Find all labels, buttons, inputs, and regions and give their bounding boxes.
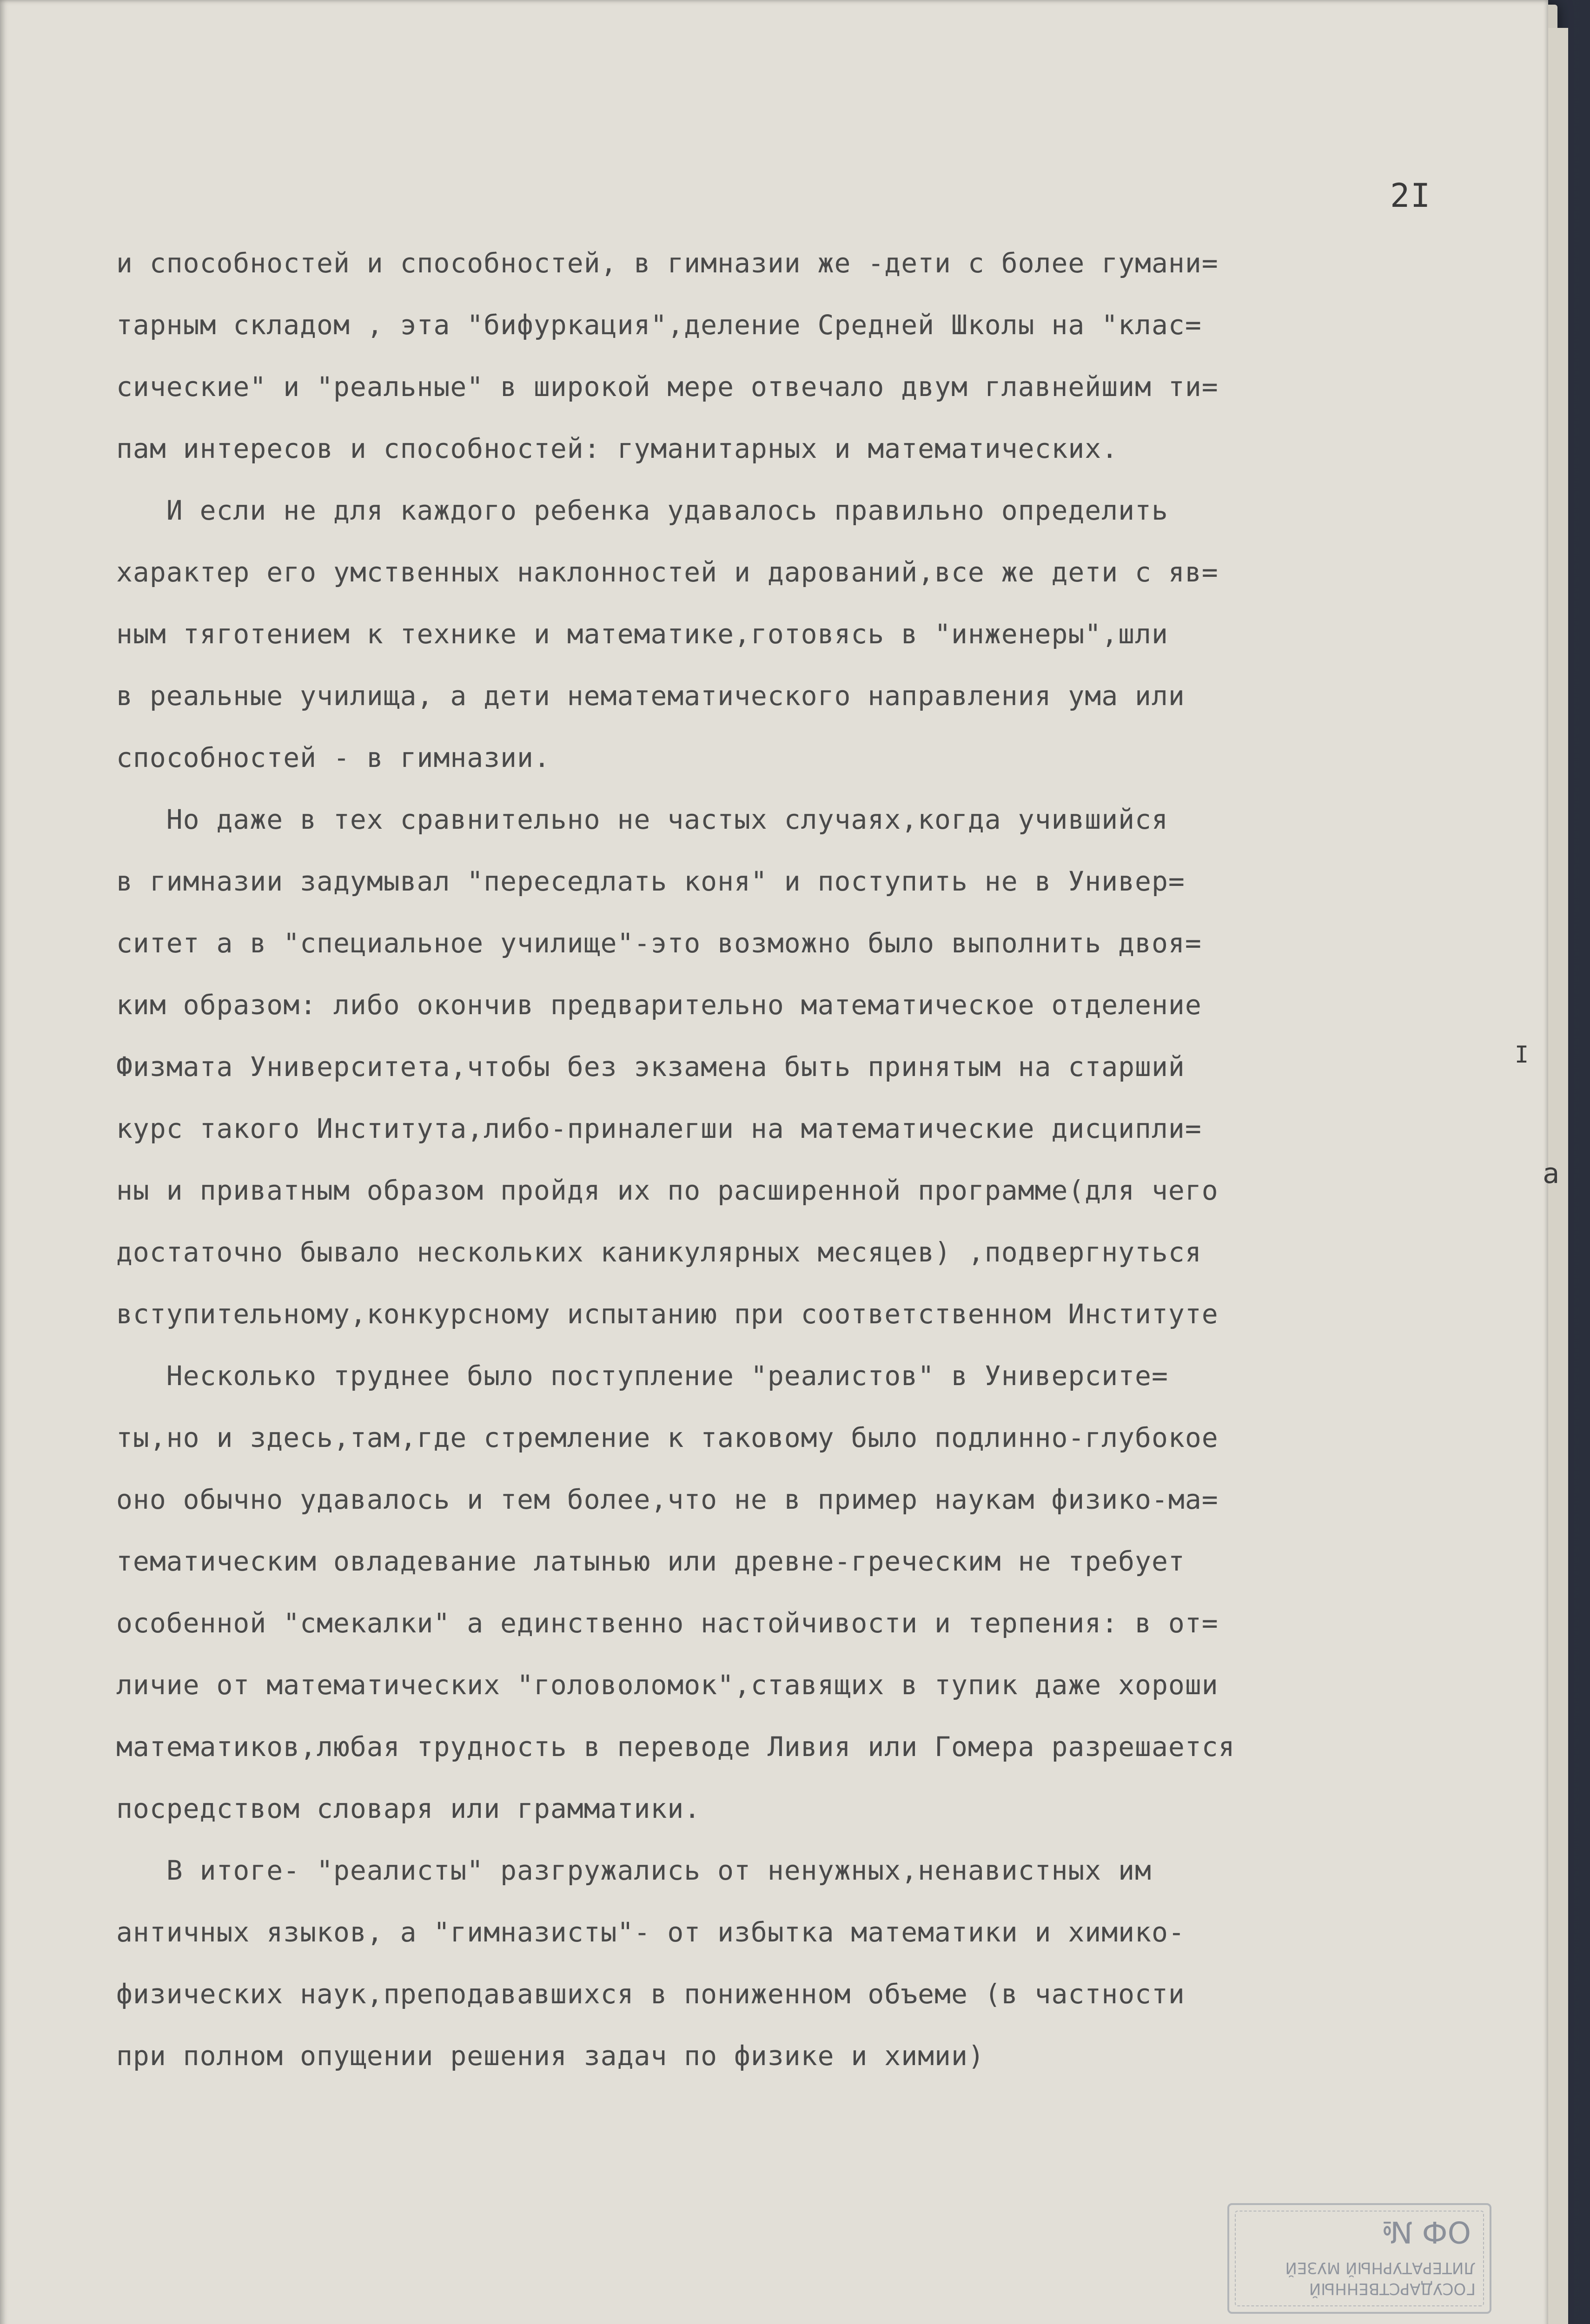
text-line: при полном опущении решения задач по физике и химии) [116, 2040, 985, 2072]
edge-glyph: а [1543, 1157, 1560, 1190]
text-line: курс такого Института,либо-приналегши на математические дисципли= [116, 1113, 1202, 1144]
text-line: оно обычно удавалось и тем более,что не в пример наукам физико-ма= [116, 1484, 1219, 1515]
archive-stamp [1227, 2203, 1491, 2314]
text-line: ким образом: либо окончив предварительно математическое отделение [116, 989, 1202, 1021]
page-number: 2I [1390, 177, 1431, 215]
stamp-number: ОФ № [1381, 2214, 1471, 2249]
text-line: особенной "смекалки" а единственно настойчивости и терпения: в от= [116, 1607, 1219, 1639]
text-line: посредством словаря или грамматики. [116, 1793, 701, 1824]
text-line: ситет а в "специальное училище"-это возможно было выполнить двоя= [116, 927, 1202, 959]
text-line: личие от математических "головоломок",ставящих в тупик даже хороши [116, 1669, 1219, 1701]
text-line: ным тяготением к технике и математике,готовясь в "инженеры",шли [116, 618, 1168, 650]
text-line: вступительному,конкурсному испытанию при соответственном Институте [116, 1298, 1219, 1330]
text-line: в гимназии задумывал "переседлать коня" и поступить не в Универ= [116, 865, 1185, 897]
text-line: и способностей и способностей, в гимназии же -дети с более гумани= [116, 247, 1219, 279]
text-line: античных языков, а "гимназисты"- от избытка математики и химико- [116, 1916, 1185, 1948]
stamp-text: ЛИТЕРАТУРНЫЙ МУЗЕЙ [1285, 2258, 1476, 2277]
text-line: характер его умственных наклонностей и дарований,все же дети с яв= [116, 556, 1219, 588]
text-line: физических наук,преподававшихся в пониженном объеме (в частности [116, 1978, 1185, 2010]
text-line: способностей - в гимназии. [116, 742, 550, 773]
text-line: в реальные училища, а дети нематематического направления ума или [116, 680, 1185, 712]
text-line: пам интересов и способностей: гуманитарных и математических. [116, 433, 1119, 464]
body-text [116, 232, 1492, 2087]
text-line: ты,но и здесь,там,где стремление к таковому было подлинно-глубокое [116, 1422, 1219, 1453]
text-line: Но даже в тех сравнительно не частых случаях,когда учившийся [116, 804, 1168, 835]
text-line: тематическим овладевание латынью или древне-греческим не требует [116, 1545, 1185, 1577]
text-line: тарным складом , эта "бифуркация",деление Средней Школы на "клас= [116, 309, 1202, 341]
text-line: сические" и "реальные" в широкой мере отвечало двум главнейшим ти= [116, 371, 1219, 403]
edge-glyph: I [1515, 1041, 1529, 1068]
stamp-text: ГОСУДАРСТВЕННЫЙ [1309, 2279, 1476, 2298]
text-line: И если не для каждого ребенка удавалось правильно определить [116, 495, 1168, 526]
text-line: математиков,любая трудность в переводе Ливия или Гомера разрешается [116, 1731, 1235, 1763]
text-line: ны и приватным образом пройдя их по расширенной программе(для чего [116, 1175, 1219, 1206]
text-line: достаточно бывало нескольких каникулярных месяцев) ,подвергнуться [116, 1236, 1202, 1268]
text-line: В итоге- "реалисты" разгружались от ненужных,ненавистных им [116, 1855, 1152, 1886]
text-line: Несколько труднее было поступление "реалистов" в Университе= [116, 1360, 1168, 1392]
text-line: Физмата Университета,чтобы без экзамена быть принятым на старший [116, 1051, 1185, 1083]
